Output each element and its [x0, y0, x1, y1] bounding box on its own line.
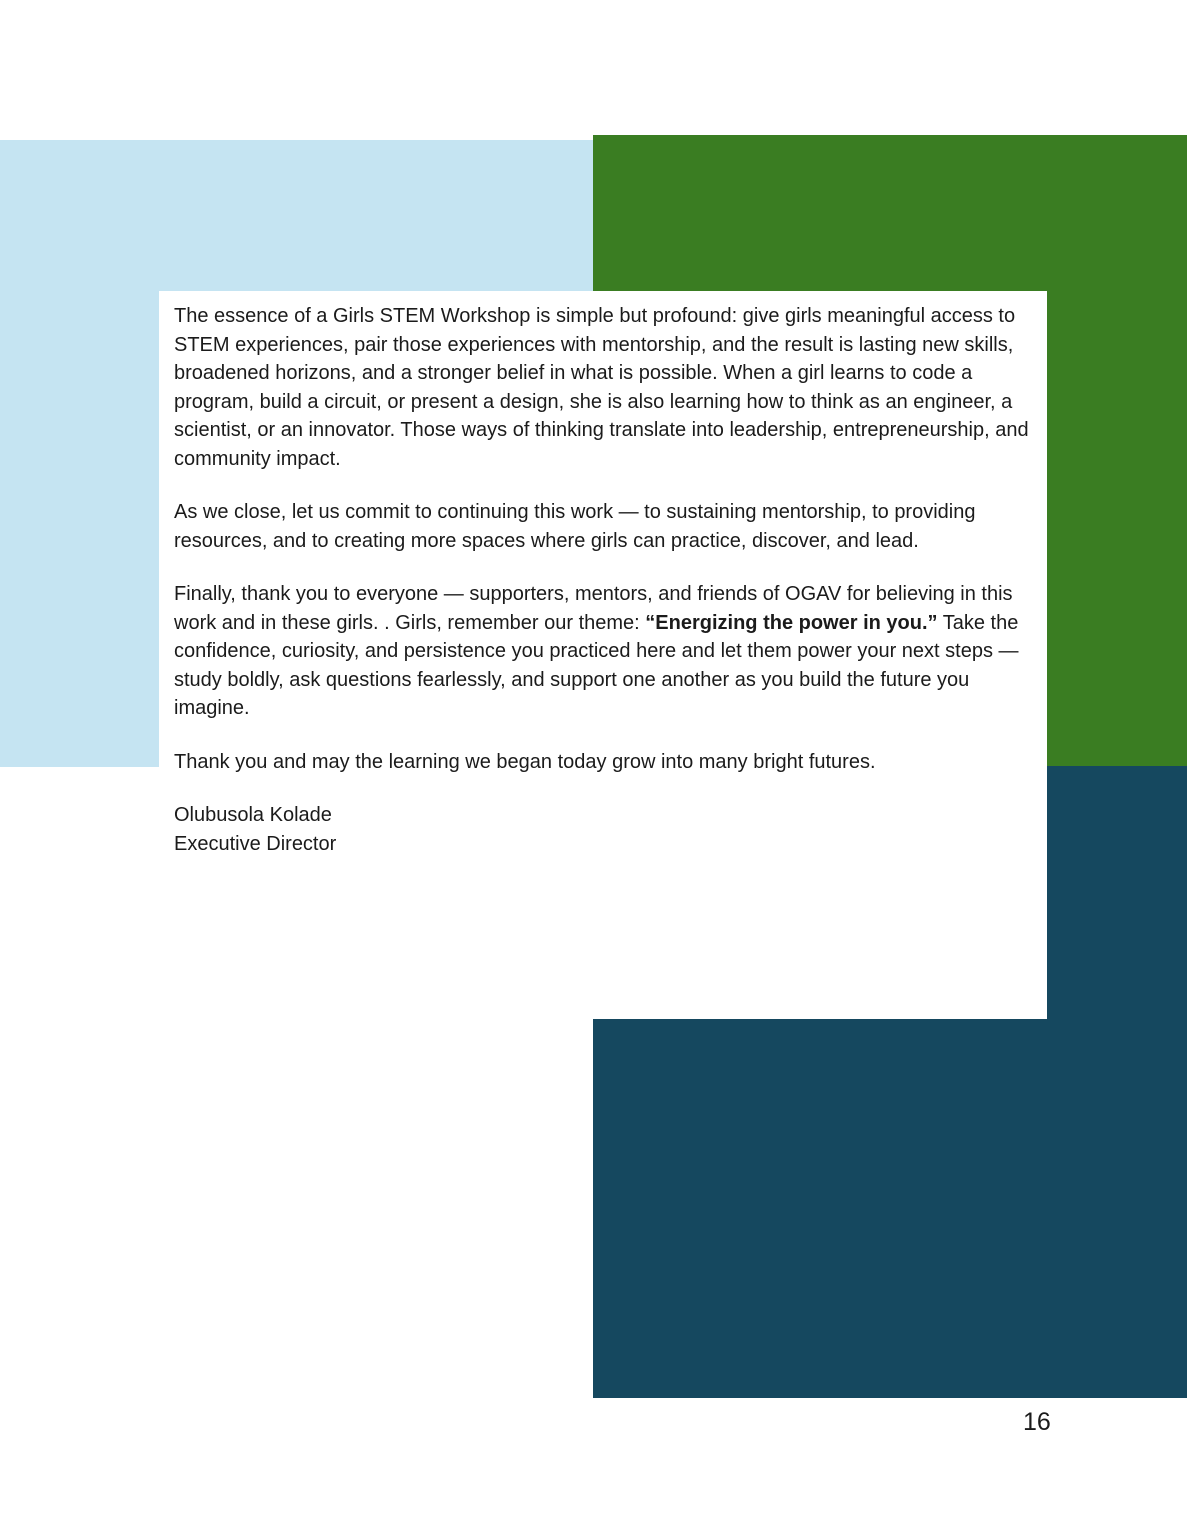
theme-phrase-bold: “Energizing the power in you.” [645, 611, 938, 634]
letter-paragraph-commitment: As we close, let us commit to continuing this work — to sustaining mentorship, to providing resources, and to creating more spaces where girls can practice, discover, and lead. [174, 501, 976, 552]
signature-title: Executive Director [174, 832, 337, 855]
page-number: 16 [1023, 1408, 1051, 1436]
signature-name: Olubusola Kolade [174, 804, 332, 826]
paragraph-text-before-theme: Finally, thank you to everyone — supporters, mentors, and friends of OGAV for believing in this work and in these girls. . Girls, remember our theme: [174, 583, 1013, 634]
signature-block [174, 801, 1032, 858]
letter-paragraph-closing: Thank you and may the learning we began today grow into many bright futures. [174, 750, 876, 773]
letter-text-box [159, 291, 1047, 1019]
letter-paragraph-essence: The essence of a Girls STEM Workshop is simple but profound: give girls meaningful access to STEM experiences, pair those experiences with mentorship, and the result is lasting new skills, broadened horizons, and a stronger belief in what is possible. When a girl learns to code a program, build a circuit, or present a design, she is also learning how to think as an engineer, a scientist, or an innovator. Those ways of thinking translate into leadership, entrepreneurship, and community impact. [174, 305, 1029, 470]
letter-paragraph-thanks [174, 580, 1032, 723]
paragraph-text-after-theme: Take the confidence, curiosity, and persistence you practiced here and let them power your next steps — study boldly, ask questions fearlessly, and support one another as you build the future you imagine. [174, 611, 1019, 719]
